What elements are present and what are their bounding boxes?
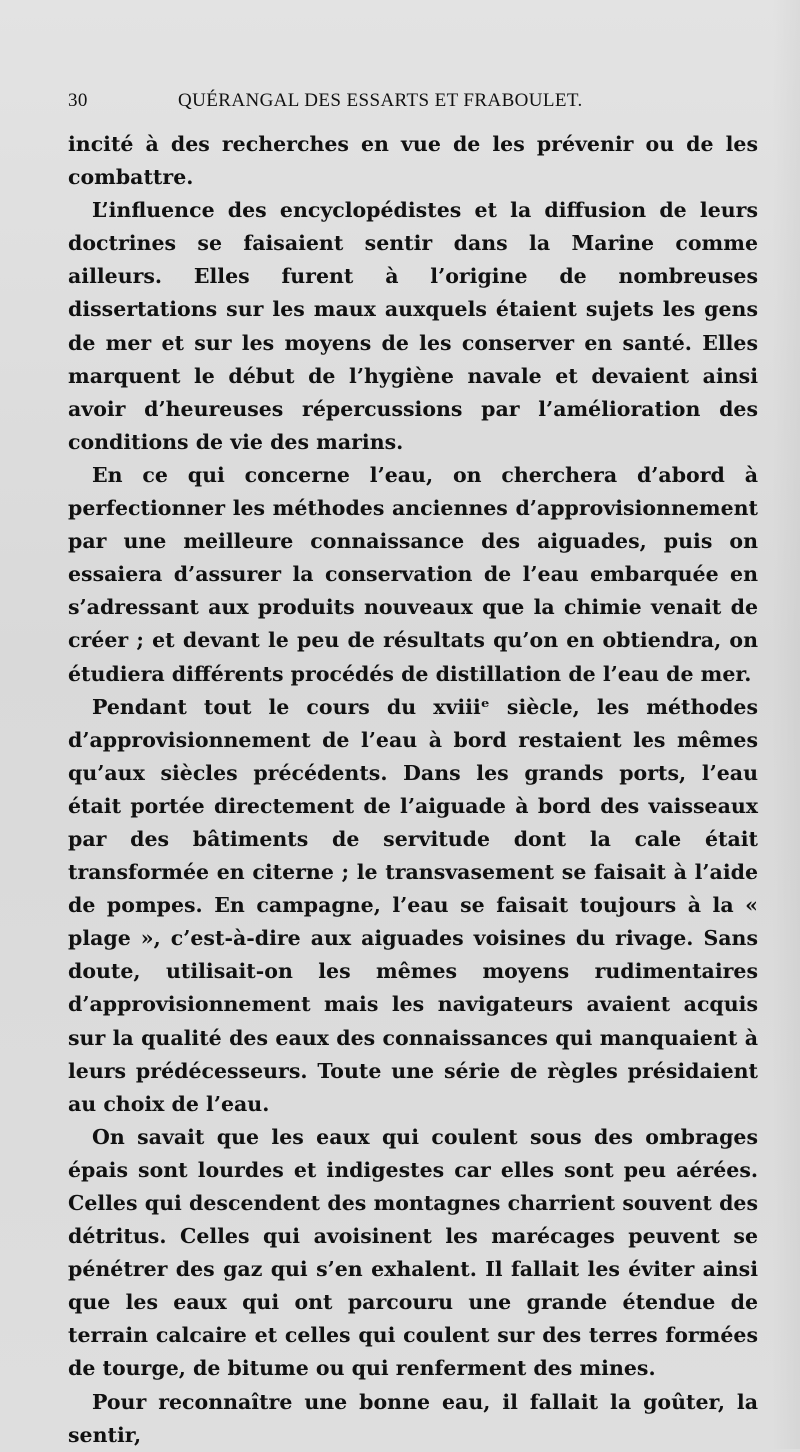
paragraph: Pendant tout le cours du xviiiᵉ siècle, les méthodes d’approvisionnement de l’eau à bord restaient les mêmes qu’aux siècles précédents. Dans les grands ports, l’eau était portée directement de l’aiguade à bord des vaisseaux par des bâtiments de servitude dont la cale était transformée en citerne ; le transvasement se faisait à l’aide de pompes. En campagne, l’eau se faisait toujours à la « plage », c’est-à-dire aux aiguades voisines du rivage. Sans doute, utilisait-on les mêmes moyens rudimentaires d’approvisionnement mais les navigateurs avaient acquis sur la qualité des eaux des connaissances qui manquaient à leurs prédécesseurs. Toute une série de règles présidaient au choix de l’eau. <box>68 694 758 1116</box>
running-head: QUÉRANGAL DES ESSARTS ET FRABOULET. <box>178 90 583 111</box>
paragraph-continuation: incité à des recherches en vue de les prévenir ou de les combattre. <box>68 132 758 190</box>
paragraph: Pour reconnaître une bonne eau, il fallait la goûter, la sentir, <box>68 1389 758 1447</box>
page-header <box>68 90 748 116</box>
paragraph: En ce qui concerne l’eau, on cherchera d’abord à perfectionner les méthodes anciennes d’approvisionnement par une meilleure connaissance des aiguades, puis on essaiera d’assurer la conservation de l’eau embarquée en s’adressant aux produits nouveaux que la chimie venait de créer ; et devant le peu de résultats qu’on en obtiendra, on étudiera différents procédés de distillation de l’eau de mer. <box>68 462 758 686</box>
paragraph: L’influence des encyclopédistes et la diffusion de leurs doctrines se faisaient sentir dans la Marine comme ailleurs. Elles furent à l’origine de nombreuses dissertations sur les maux auxquels étaient sujets les gens de mer et sur les moyens de les conserver en santé. Elles marquent le début de l’hygiène navale et devaient ainsi avoir d’heureuses répercussions par l’amélioration des conditions de vie des marins. <box>68 198 758 454</box>
paragraph: On savait que les eaux qui coulent sous des ombrages épais sont lourdes et indigestes car elles sont peu aérées. Celles qui descendent des montagnes charrient souvent des détritus. Celles qui avoisinent les marécages peuvent se pénétrer des gaz qui s’en exhalent. Il fallait les éviter ainsi que les eaux qui ont parcouru une grande étendue de terrain calcaire et celles qui coulent sur des terres formées de tourge, de bitume ou qui renferment des mines. <box>68 1124 758 1381</box>
page-number: 30 <box>68 90 88 111</box>
body-text <box>68 128 758 1452</box>
